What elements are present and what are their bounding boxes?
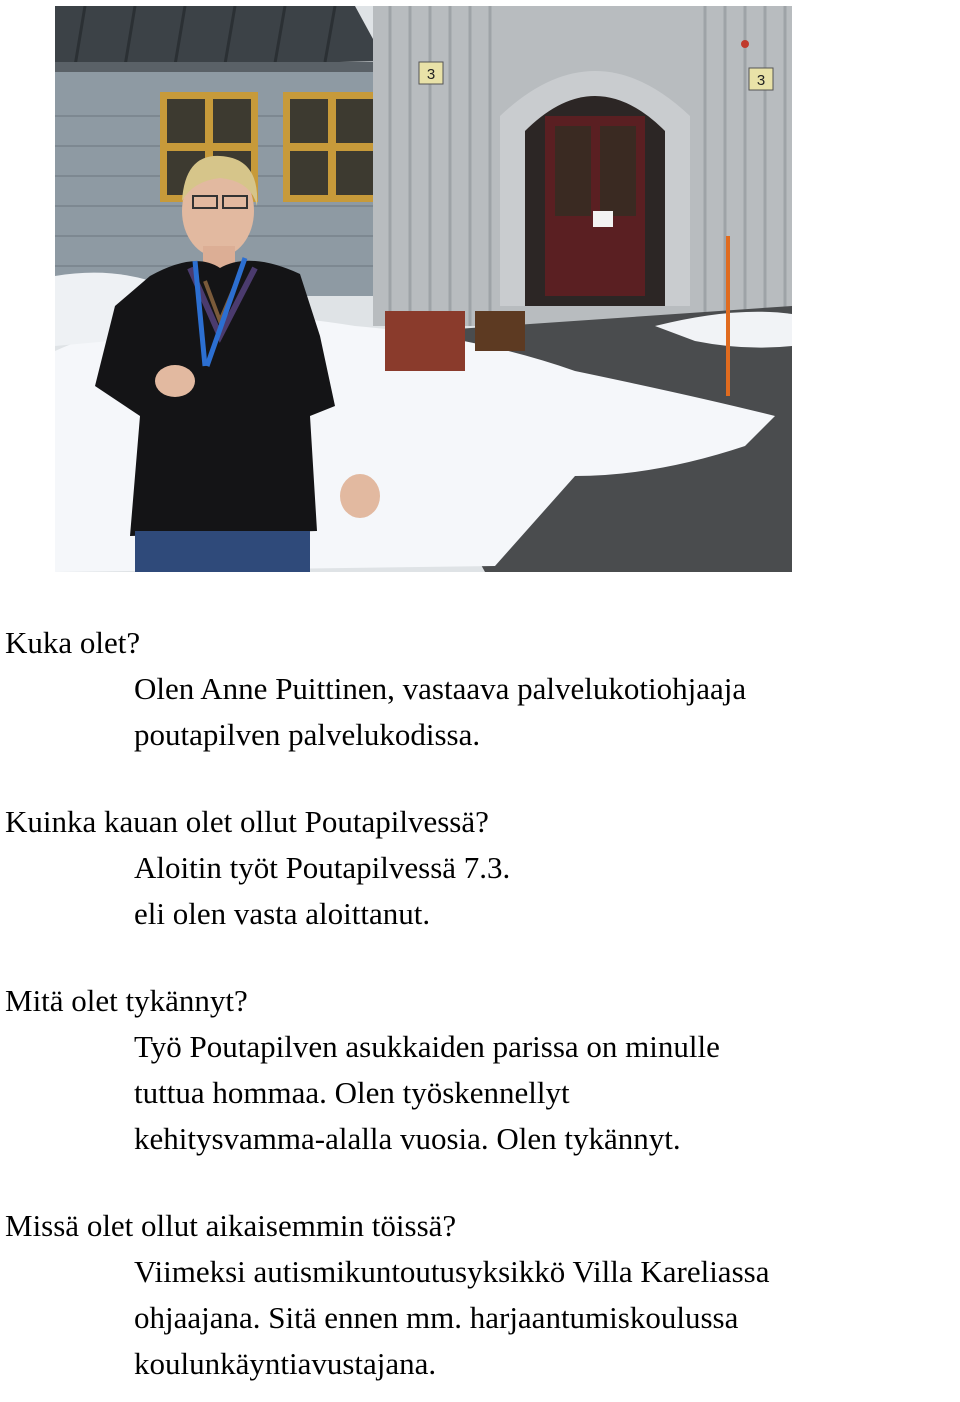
portrait-photo (55, 6, 792, 572)
interview-qa (5, 620, 955, 1387)
question-1: Kuka olet? (5, 625, 141, 660)
answer-4-line-3: koulunkäyntiavustajana. (134, 1346, 437, 1381)
answer-4-line-2: ohjaajana. Sitä ennen mm. harjaantumiskoulussa (134, 1300, 739, 1335)
answer-2-line-2: eli olen vasta aloittanut. (134, 896, 431, 931)
answer-1-line-2: poutapilven palvelukodissa. (134, 717, 481, 752)
answer-2-line-1: Aloitin työt Poutapilvessä 7.3. (134, 850, 511, 885)
answer-3-line-1: Työ Poutapilven asukkaiden parissa on minulle (134, 1029, 720, 1064)
question-4: Missä olet ollut aikaisemmin töissä? (5, 1208, 457, 1243)
answer-1-line-1: Olen Anne Puittinen, vastaava palvelukotiohjaaja (134, 671, 747, 706)
number-sign-1: 3 (426, 66, 436, 83)
photo-illustration (55, 6, 792, 572)
answer-4-line-1: Viimeksi autismikuntoutusyksikkö Villa Kareliassa (134, 1254, 770, 1289)
answer-3-line-2: tuttua hommaa. Olen työskennellyt (134, 1075, 570, 1110)
question-2: Kuinka kauan olet ollut Poutapilvessä? (5, 804, 489, 839)
question-3: Mitä olet tykännyt? (5, 983, 248, 1018)
number-sign-2: 3 (756, 72, 766, 89)
answer-3-line-3: kehitysvamma-alalla vuosia. Olen tykännyt. (134, 1121, 681, 1156)
